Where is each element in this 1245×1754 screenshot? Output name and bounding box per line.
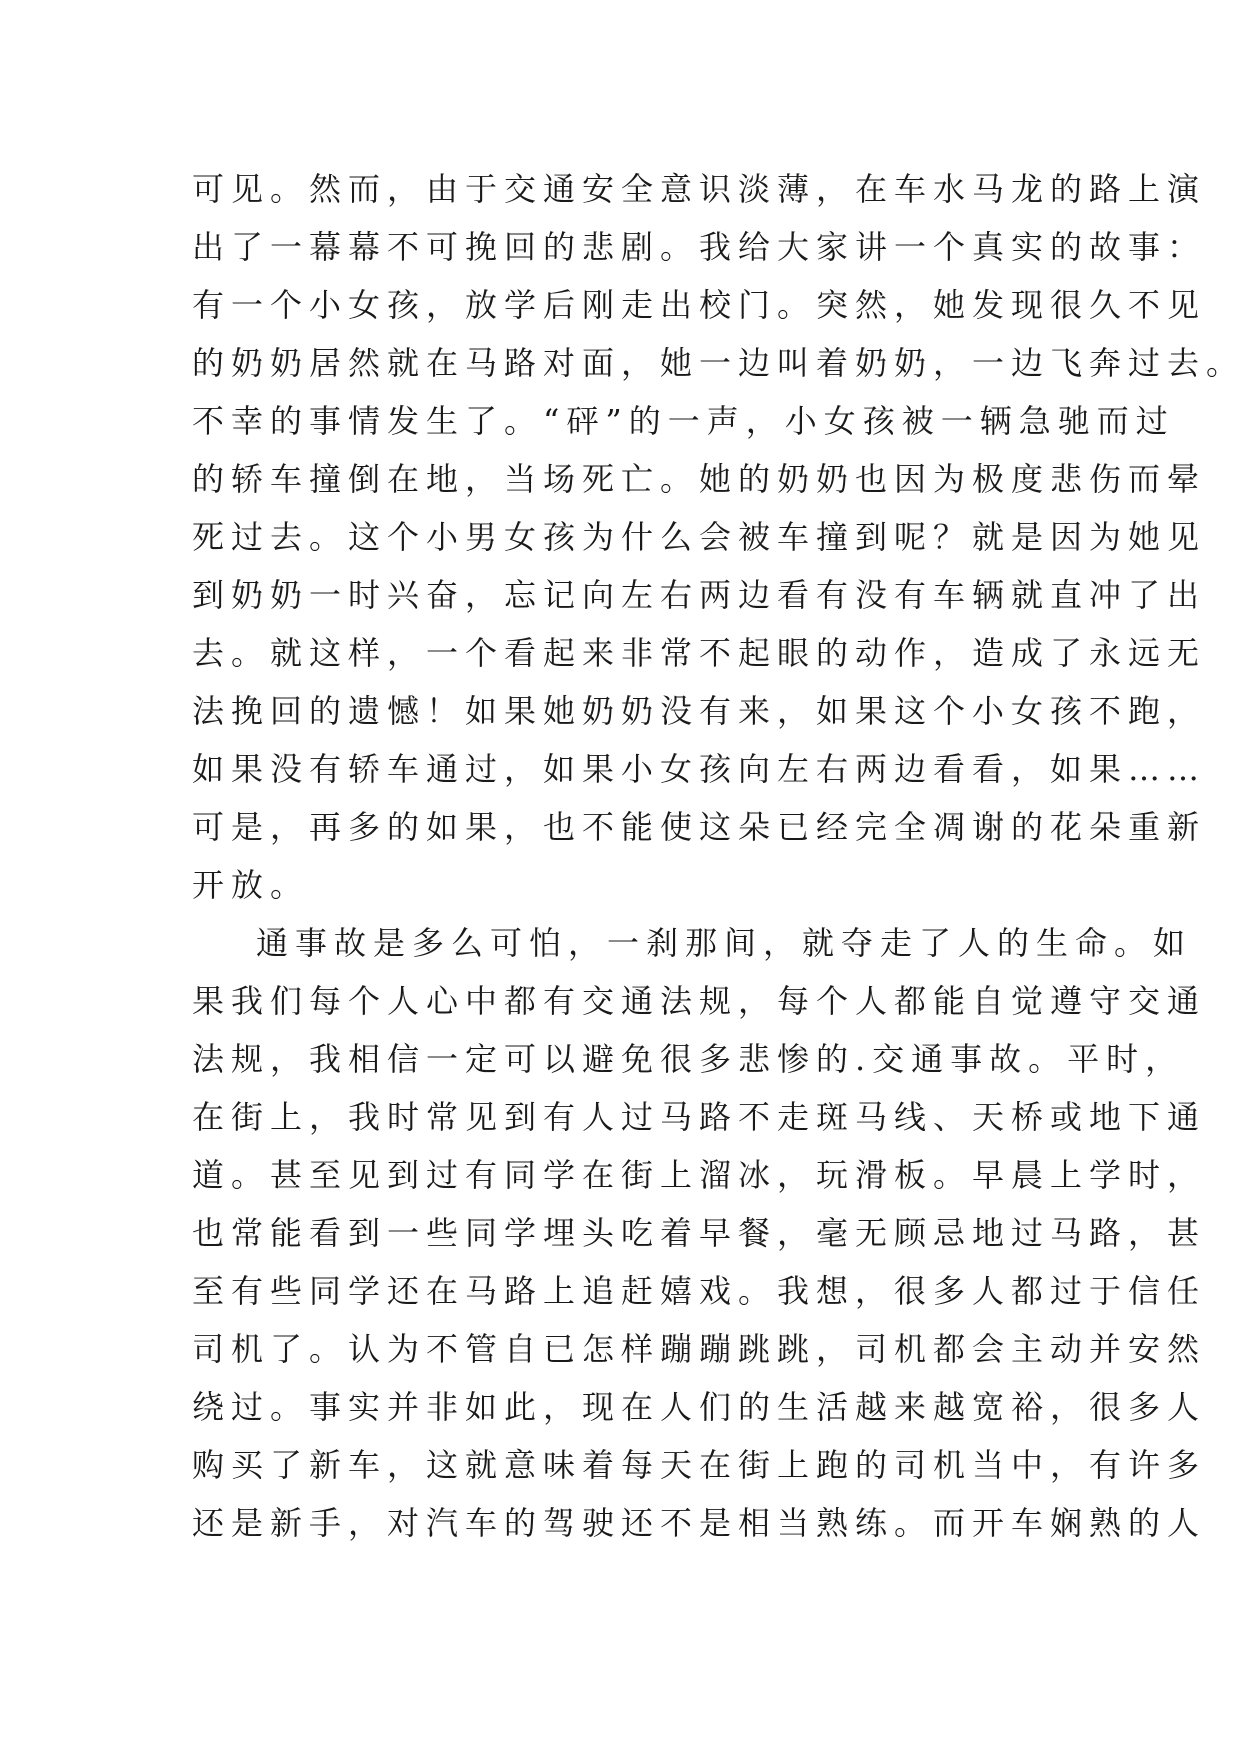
paragraph-2 [192, 914, 1207, 1552]
text-line: 可见。然而，由于交通安全意识淡薄，在车水马龙的路上演 [192, 170, 1207, 208]
text-line: 出了一幕幕不可挽回的悲剧。我给大家讲一个真实的故事： [192, 228, 1207, 266]
text-line: 死过去。这个小男女孩为什么会被车撞到呢？就是因为她见 [192, 518, 1207, 556]
text-line: 绕过。事实并非如此，现在人们的生活越来越宽裕，很多人 [192, 1388, 1207, 1426]
text-line: 法规，我相信一定可以避免很多悲惨的.交通事故。平时， [192, 1040, 1185, 1078]
text-line: 在街上，我时常见到有人过马路不走斑马线、天桥或地下通 [192, 1098, 1207, 1136]
text-line: 法挽回的遗憾！如果她奶奶没有来，如果这个小女孩不跑， [192, 692, 1207, 730]
text-line: 至有些同学还在马路上追赶嬉戏。我想，很多人都过于信任 [192, 1272, 1207, 1310]
text-line: 可是，再多的如果，也不能使这朵已经完全凋谢的花朵重新 [192, 808, 1207, 846]
text-line: 不幸的事情发生了。“砰”的一声，小女孩被一辆急驰而过 [192, 402, 1175, 440]
text-line: 去。就这样，一个看起来非常不起眼的动作，造成了永远无 [192, 634, 1207, 672]
text-line: 有一个小女孩，放学后刚走出校门。突然，她发现很久不见 [192, 286, 1207, 324]
text-line: 道。甚至见到过有同学在街上溜冰，玩滑板。早晨上学时， [192, 1156, 1207, 1194]
text-line: 的奶奶居然就在马路对面，她一边叫着奶奶，一边飞奔过去。 [192, 344, 1245, 382]
text-line: 还是新手，对汽车的驾驶还不是相当熟练。而开车娴熟的人 [192, 1504, 1207, 1542]
paragraph-1 [192, 160, 1245, 914]
text-line: 如果没有轿车通过，如果小女孩向左右两边看看，如果…… [192, 750, 1207, 788]
text-line: 到奶奶一时兴奋，忘记向左右两边看有没有车辆就直冲了出 [192, 576, 1207, 614]
text-line: 开放。 [192, 866, 310, 904]
document-body [192, 160, 1245, 1552]
text-line: 果我们每个人心中都有交通法规，每个人都能自觉遵守交通 [192, 982, 1207, 1020]
text-line: 购买了新车，这就意味着每天在街上跑的司机当中，有许多 [192, 1446, 1207, 1484]
text-line: 也常能看到一些同学埋头吃着早餐，毫无顾忌地过马路，甚 [192, 1214, 1207, 1252]
text-line: 的轿车撞倒在地，当场死亡。她的奶奶也因为极度悲伤而晕 [192, 460, 1207, 498]
text-line-indented: 通事故是多么可怕，一刹那间，就夺走了人的生命。如 [256, 924, 1193, 962]
text-line: 司机了。认为不管自已怎样蹦蹦跳跳，司机都会主动并安然 [192, 1330, 1207, 1368]
